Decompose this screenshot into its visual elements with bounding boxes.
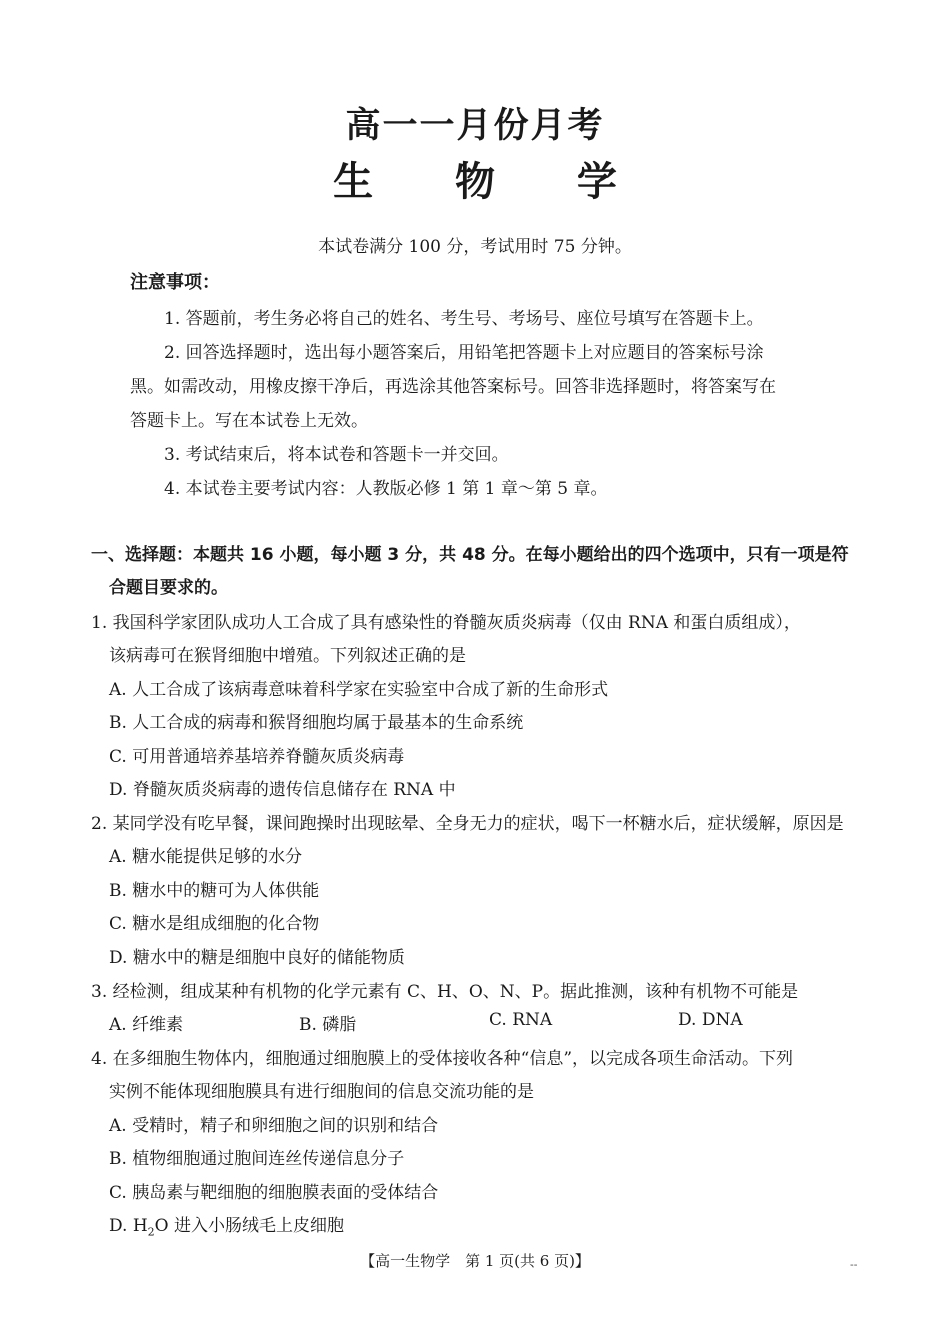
question-1-stem: 1. 我国科学家团队成功人工合成了具有感染性的脊髓灰质炎病毒（仅由 RNA 和蛋白质组成）， (91, 613, 801, 633)
question-4-option-a: A. 受精时，精子和卵细胞之间的识别和结合 (109, 1116, 439, 1136)
question-2-option-c: C. 糖水是组成细胞的化合物 (109, 914, 320, 934)
notice-heading: 注意事项： (130, 272, 220, 293)
question-3-option-c: C. RNA (489, 1010, 553, 1030)
question-1-option-a: A. 人工合成了该病毒意味着科学家在实验室中合成了新的生命形式 (109, 680, 609, 700)
notice-item-3: 3. 考试结束后，将本试卷和答题卡一并交回。 (164, 445, 509, 465)
exam-meta: 本试卷满分 100 分，考试用时 75 分钟。 (318, 237, 632, 257)
option-d-prefix: D. H (109, 1216, 148, 1236)
question-2-option-a: A. 糖水能提供足够的水分 (109, 847, 303, 867)
question-2-option-b: B. 糖水中的糖可为人体供能 (109, 881, 320, 901)
notice-item-2: 2. 回答选择题时，选出每小题答案后，用铅笔把答题卡上对应题目的答案标号涂 (164, 343, 764, 363)
question-4-stem: 4. 在多细胞生物体内，细胞通过细胞膜上的受体接收各种“信息”，以完成各项生命活动。下列 (91, 1049, 794, 1069)
page-footer: 【高一生物学 第 1 页(共 6 页)】 (360, 1252, 590, 1270)
exam-title: 高一一月份月考 (345, 106, 605, 146)
question-4-option-b: B. 植物细胞通过胞间连丝传递信息分子 (109, 1149, 405, 1169)
notice-item-2-cont2: 答题卡上。写在本试卷上无效。 (130, 411, 368, 431)
question-1-option-c: C. 可用普通培养基培养脊髓灰质炎病毒 (109, 747, 405, 767)
option-d-suffix: O 进入小肠绒毛上皮细胞 (154, 1216, 345, 1236)
question-4-option-d (109, 1211, 344, 1238)
question-2-option-d: D. 糖水中的糖是细胞中良好的储能物质 (109, 948, 405, 968)
section-heading: 一、选择题：本题共 16 小题，每小题 3 分，共 48 分。在每小题给出的四个选项中，只有一项是符 (91, 545, 849, 565)
question-3-option-b: B. 磷脂 (299, 1015, 357, 1035)
question-1-option-d: D. 脊髓灰质炎病毒的遗传信息储存在 RNA 中 (109, 780, 456, 800)
corner-mark: -- (850, 1258, 858, 1271)
subject-title: 生 物 学 (333, 159, 651, 205)
section-heading-cont: 合题目要求的。 (109, 578, 228, 598)
question-3-option-d: D. DNA (678, 1010, 743, 1030)
question-3-option-a: A. 纤维素 (109, 1015, 184, 1035)
notice-item-4: 4. 本试卷主要考试内容：人教版必修 1 第 1 章～第 5 章。 (164, 479, 608, 499)
question-3-stem: 3. 经检测，组成某种有机物的化学元素有 C、H、O、N、P。据此推测，该种有机物不可能是 (91, 982, 799, 1002)
question-4-option-c: C. 胰岛素与靶细胞的细胞膜表面的受体结合 (109, 1183, 439, 1203)
notice-item-2-cont: 黑。如需改动，用橡皮擦干净后，再选涂其他答案标号。回答非选择题时，将答案写在 (130, 377, 776, 397)
question-2-stem: 2. 某同学没有吃早餐，课间跑操时出现眩晕、全身无力的症状，喝下一杯糖水后，症状缓解，原因是 (91, 814, 844, 834)
subscript-2: 2 (147, 1225, 155, 1239)
question-3-options (109, 1010, 809, 1034)
question-1-stem-cont: 该病毒可在猴肾细胞中增殖。下列叙述正确的是 (109, 646, 466, 666)
question-4-stem-cont: 实例不能体现细胞膜具有进行细胞间的信息交流功能的是 (109, 1082, 534, 1102)
question-1-option-b: B. 人工合成的病毒和猴肾细胞均属于最基本的生命系统 (109, 713, 524, 733)
notice-item-1: 1. 答题前，考生务必将自己的姓名、考生号、考场号、座位号填写在答题卡上。 (164, 309, 764, 329)
